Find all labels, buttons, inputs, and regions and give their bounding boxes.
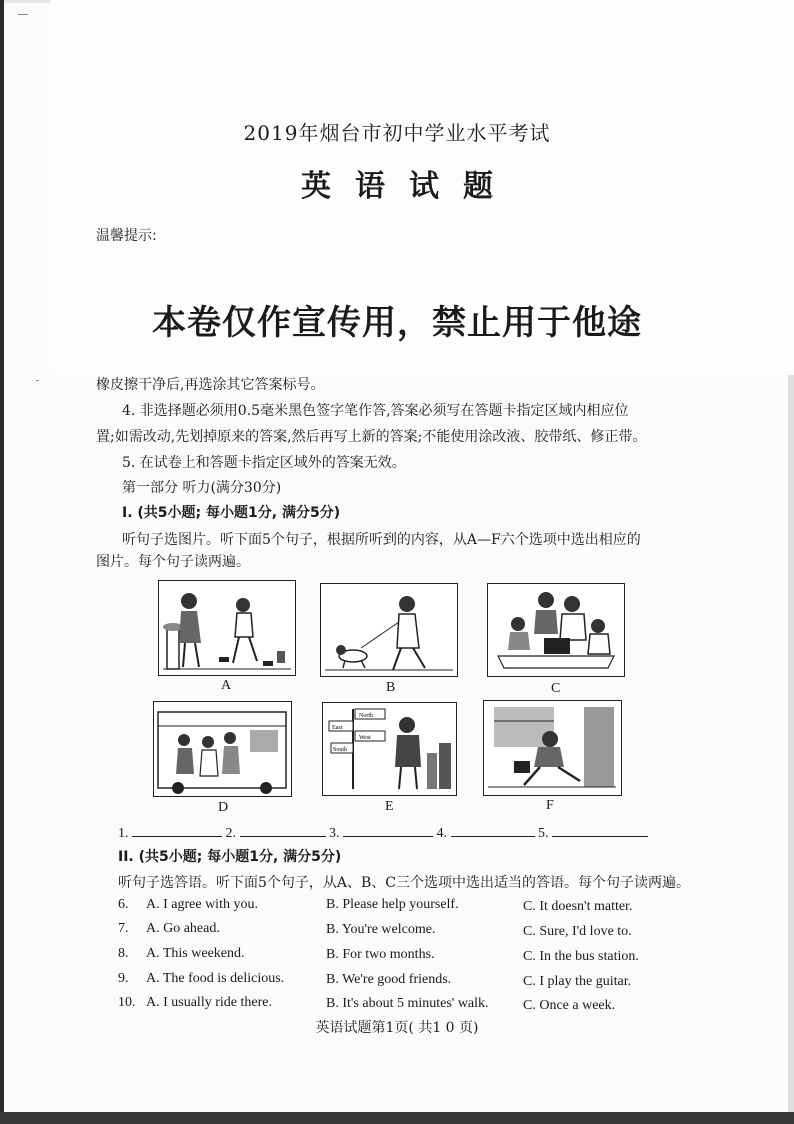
option-b[interactable]: B. You're welcome. bbox=[326, 922, 436, 937]
answer-blank-2[interactable] bbox=[240, 822, 326, 837]
scan-mark bbox=[18, 14, 28, 15]
picture-label-d: D bbox=[218, 800, 229, 815]
section-two-title: II. (共5小题; 每小题1分, 满分5分) bbox=[118, 849, 342, 865]
picture-a bbox=[158, 580, 296, 676]
blank-label-1: 1. bbox=[118, 826, 129, 841]
promo-banner: 本卷仅作宣传用，禁止用于他途 bbox=[152, 303, 642, 343]
question-number: 10. bbox=[118, 995, 136, 1010]
picture-b bbox=[320, 583, 458, 677]
family-computer-illustration bbox=[488, 584, 624, 676]
option-b[interactable]: B. Please help yourself. bbox=[326, 897, 459, 912]
answer-blank-1[interactable] bbox=[132, 822, 222, 837]
picture-label-e: E bbox=[385, 799, 394, 814]
section-one-title: I. (共5小题; 每小题1分, 满分5分) bbox=[122, 505, 341, 521]
question-number: 7. bbox=[118, 921, 129, 936]
tip-label: 温馨提示: bbox=[96, 228, 157, 244]
dog-walking-illustration bbox=[321, 584, 457, 676]
sign-east: East bbox=[332, 725, 343, 731]
scan-mark bbox=[36, 380, 39, 381]
bus-boarding-illustration bbox=[154, 702, 291, 796]
sign-west: West bbox=[359, 735, 371, 741]
picture-f bbox=[483, 700, 622, 796]
picture-label-b: B bbox=[386, 680, 396, 695]
picture-e bbox=[322, 702, 457, 796]
option-c[interactable]: C. In the bus station. bbox=[523, 949, 639, 964]
instruction-line: 5. 在试卷上和答题卡指定区域外的答案无效。 bbox=[122, 455, 406, 471]
picture-label-c: C bbox=[551, 681, 561, 696]
option-c[interactable]: C. Once a week. bbox=[523, 998, 616, 1013]
answer-blanks bbox=[118, 822, 648, 842]
section-one-direction: 图片。每个句子读两遍。 bbox=[96, 554, 250, 570]
scan-bottom-bar bbox=[0, 1112, 794, 1124]
instruction-line: 4. 非选择题必须用0.5毫米黑色签字笔作答,答案必须写在答题卡指定区域内相应位 bbox=[122, 403, 629, 419]
part-one-title: 第一部分 听力(满分30分) bbox=[122, 480, 282, 496]
blank-label-3: 3. bbox=[329, 826, 340, 841]
option-b[interactable]: B. For two months. bbox=[326, 947, 435, 962]
answer-blank-4[interactable] bbox=[451, 822, 535, 837]
blank-label-2: 2. bbox=[225, 826, 236, 841]
signpost-lost-illustration bbox=[323, 703, 456, 795]
instruction-line: 置;如需改动,先划掉原来的答案,然后再写上新的答案;不能使用涂改液、胶带纸、修正带。 bbox=[96, 429, 647, 445]
shopping-shoes-illustration bbox=[159, 581, 295, 675]
picture-c bbox=[487, 583, 625, 677]
option-a[interactable]: A. Go ahead. bbox=[146, 921, 220, 936]
question-number: 9. bbox=[118, 971, 129, 986]
option-a[interactable]: A. I usually ride there. bbox=[146, 995, 272, 1010]
page-footer: 英语试题第1页( 共1 0 页) bbox=[315, 1020, 479, 1036]
running-late-illustration bbox=[484, 701, 621, 795]
subject-title: 英语试题 bbox=[301, 169, 517, 204]
answer-blank-5[interactable] bbox=[552, 822, 648, 837]
option-a[interactable]: A. I agree with you. bbox=[146, 897, 258, 912]
answer-blank-3[interactable] bbox=[343, 822, 433, 837]
picture-d bbox=[153, 701, 292, 797]
picture-label-a: A bbox=[221, 678, 232, 693]
option-b[interactable]: B. It's about 5 minutes' walk. bbox=[326, 996, 489, 1011]
option-c[interactable]: C. Sure, I'd love to. bbox=[523, 924, 632, 939]
option-a[interactable]: A. This weekend. bbox=[146, 946, 245, 961]
instruction-line: 橡皮擦干净后,再选涂其它答案标号。 bbox=[96, 377, 325, 393]
section-one-direction: 听句子选图片。听下面5个句子，根据所听到的内容，从A—F六个选项中选出相应的 bbox=[122, 532, 641, 548]
option-c[interactable]: C. It doesn't matter. bbox=[523, 899, 633, 914]
sign-south: South bbox=[333, 747, 348, 753]
question-number: 6. bbox=[118, 897, 129, 912]
blank-label-5: 5. bbox=[538, 826, 549, 841]
blank-label-4: 4. bbox=[436, 826, 447, 841]
exam-title: 2019年烟台市初中学业水平考试 bbox=[243, 121, 551, 145]
section-two-direction: 听句子选答语。听下面5个句子，从A、B、C三个选项中选出适当的答语。每个句子读两遍。 bbox=[118, 875, 691, 891]
option-c[interactable]: C. I play the guitar. bbox=[523, 974, 632, 989]
sign-north: North bbox=[359, 713, 373, 719]
question-number: 8. bbox=[118, 946, 129, 961]
picture-label-f: F bbox=[546, 798, 554, 813]
option-a[interactable]: A. The food is delicious. bbox=[146, 971, 285, 986]
option-b[interactable]: B. We're good friends. bbox=[326, 972, 452, 987]
